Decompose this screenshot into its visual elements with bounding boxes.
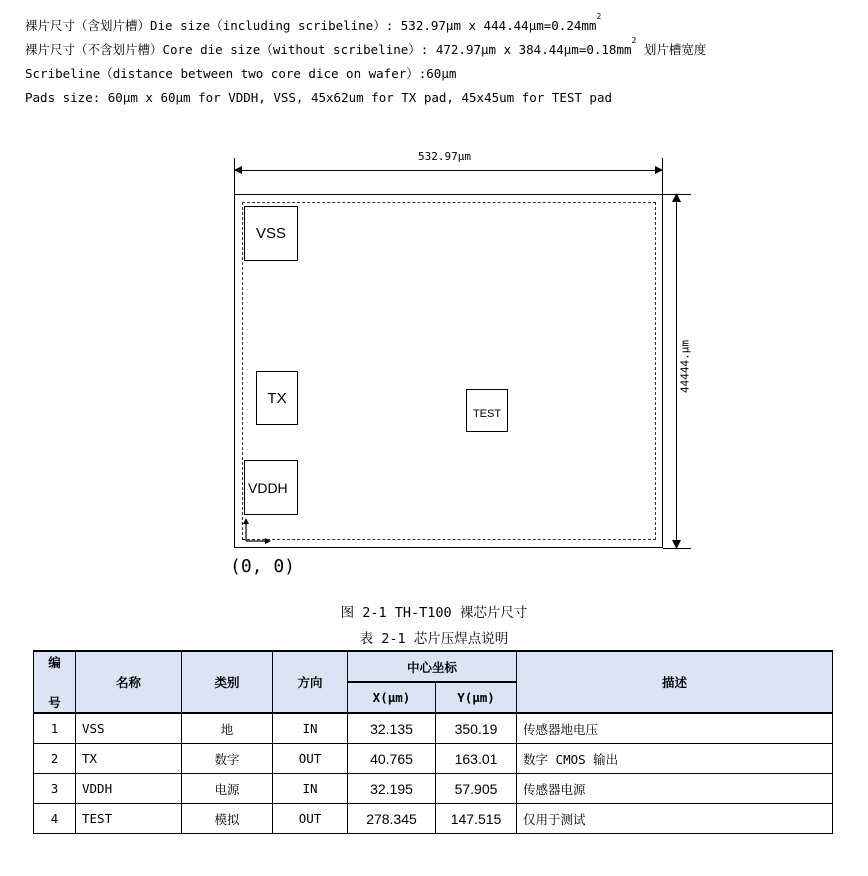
- cell-index: 1: [34, 713, 76, 744]
- header-name: 名称: [76, 651, 182, 713]
- cell-index: 3: [34, 774, 76, 804]
- figure-caption: 图 2-1 TH-T100 裸芯片尺寸: [340, 605, 528, 621]
- header-center: 中心坐标: [348, 651, 517, 682]
- height-label: 44444.μm: [678, 340, 692, 393]
- pads-size-text: Pads size: 60μm x 60μm for VDDH, VSS, 45x62um for TX pad, 45x45um for TEST pad: [25, 90, 612, 105]
- pad-tx: TX: [256, 371, 298, 425]
- core-die-size-text: 裸片尺寸（不含划片槽）Core die size（without scribeline）: 472.97μm x $384.44\mu m=0.18mm^2$ 划片槽宽度: [25, 36, 707, 57]
- cell-x: 32.195: [348, 774, 436, 804]
- cell-index: 4: [34, 804, 76, 834]
- header-direction: 方向: [273, 651, 348, 713]
- cell-type: 电源: [182, 774, 273, 804]
- cell-direction: OUT: [273, 744, 348, 774]
- pad-table: [33, 650, 833, 834]
- width-extension-left: [234, 158, 235, 194]
- cell-type: 数字: [182, 744, 273, 774]
- cell-direction: IN: [273, 774, 348, 804]
- table-caption: 表 2-1 芯片压焊点说明: [359, 631, 509, 647]
- arrow-left-icon: [232, 165, 242, 175]
- cell-y: 147.515: [436, 804, 517, 834]
- cell-index: 2: [34, 744, 76, 774]
- arrow-up-icon: [671, 193, 682, 203]
- cell-name: TX: [76, 744, 182, 774]
- cell-x: 278.345: [348, 804, 436, 834]
- header-desc: 描述: [517, 651, 833, 713]
- cell-desc: 仅用于测试: [517, 804, 833, 834]
- header-type: 类别: [182, 651, 273, 713]
- cell-desc: 传感器地电压: [517, 713, 833, 744]
- height-dimension-line: [676, 194, 677, 548]
- core-outline: [242, 202, 656, 540]
- table-header-row: [34, 651, 833, 682]
- cell-x: 40.765: [348, 744, 436, 774]
- width-label: 532.97μm: [418, 150, 471, 163]
- cell-x: 32.135: [348, 713, 436, 744]
- cell-y: 57.905: [436, 774, 517, 804]
- cell-direction: OUT: [273, 804, 348, 834]
- arrow-right-icon: [655, 165, 665, 175]
- cell-type: 地: [182, 713, 273, 744]
- cell-name: TEST: [76, 804, 182, 834]
- cell-name: VSS: [76, 713, 182, 744]
- width-dimension-line: [234, 170, 663, 171]
- cell-name: VDDH: [76, 774, 182, 804]
- cell-desc: 数字 CMOS 输出: [517, 744, 833, 774]
- width-extension-right: [662, 158, 663, 194]
- cell-direction: IN: [273, 713, 348, 744]
- pad-vss: VSS: [244, 206, 298, 261]
- pad-vddh: VDDH: [244, 460, 298, 515]
- pad-test: TEST: [466, 389, 508, 432]
- scribeline-text: Scribeline（distance between two core dice on wafer）:60μm: [25, 66, 457, 81]
- cell-y: 350.19: [436, 713, 517, 744]
- origin-label: (0, 0): [230, 556, 296, 577]
- table-row: [34, 774, 833, 804]
- die-size-text: 裸片尺寸（含划片槽）Die size（including scribeline）: 532.97μm x $444.44\mu m=0.24mm^2$: [25, 12, 602, 33]
- cell-desc: 传感器电源: [517, 774, 833, 804]
- header-index: 编 号: [34, 651, 76, 713]
- cell-y: 163.01: [436, 744, 517, 774]
- origin-axes-icon: [240, 518, 272, 544]
- table-row: [34, 713, 833, 744]
- table-row: [34, 804, 833, 834]
- table-row: [34, 744, 833, 774]
- header-x: X(μm): [348, 682, 436, 713]
- header-y: Y(μm): [436, 682, 517, 713]
- cell-type: 模拟: [182, 804, 273, 834]
- arrow-down-icon: [671, 539, 682, 549]
